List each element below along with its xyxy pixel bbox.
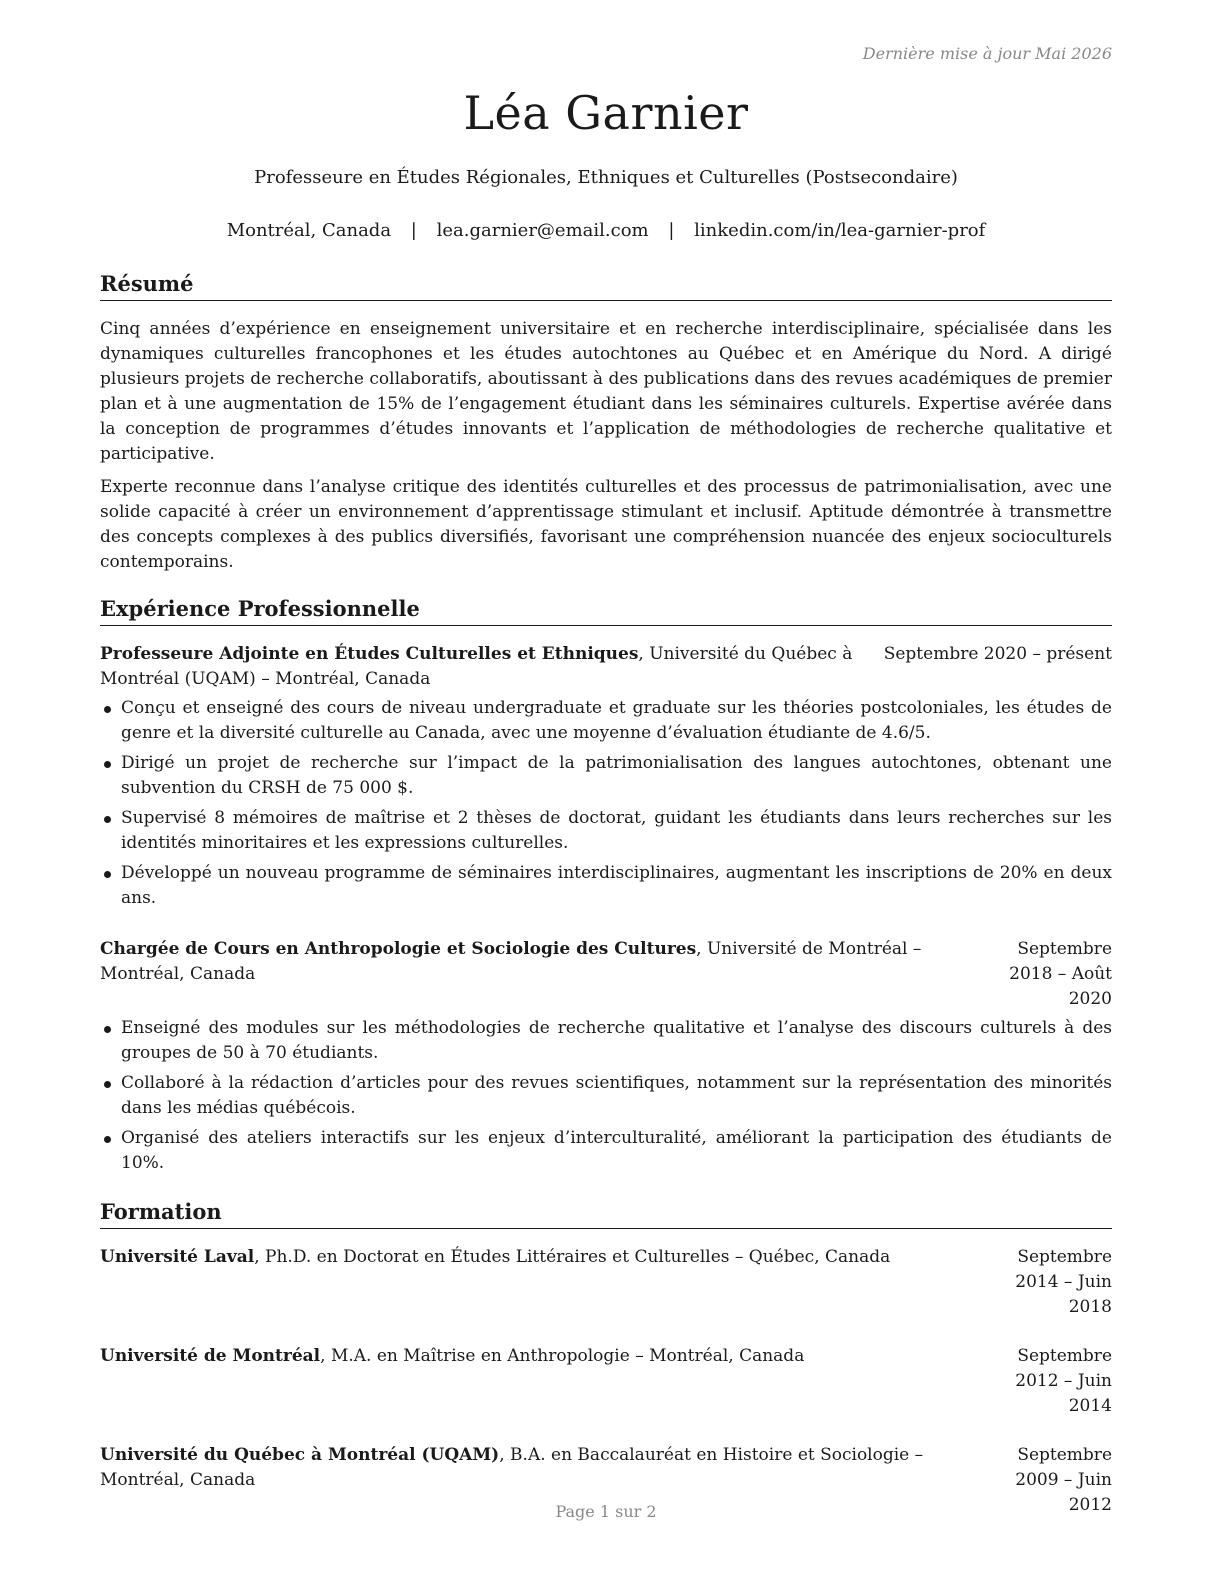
job-entry: [100, 937, 1112, 1176]
job-bullets: [100, 696, 1112, 911]
job-role-org: [100, 937, 972, 1012]
education-dates: Septembre 2012 – Juin 2014: [1015, 1346, 1112, 1416]
job-dates: Septembre 2020 – présent: [883, 644, 1112, 664]
education-detail: , M.A. en Maîtrise en Anthropologie – Montréal, Canada: [320, 1346, 805, 1366]
section-title-education: Formation: [100, 1198, 1112, 1229]
list-item: Organisé des ateliers interactifs sur les enjeux d’interculturalité, améliorant la participation des étudiants de 10%.: [100, 1126, 1112, 1176]
contact-linkedin[interactable]: linkedin.com/in/lea-garnier-prof: [694, 220, 986, 241]
education-dates: Septembre 2014 – Juin 2018: [1015, 1247, 1112, 1317]
job-bullets: [100, 1016, 1112, 1176]
list-item: Dirigé un projet de recherche sur l’impact de la patrimonialisation des langues autochtones, obtenant une subvention du CRSH de 75 000 $.: [100, 751, 1112, 801]
summary-paragraph: Cinq années d’expérience en enseignement universitaire et en recherche interdisciplinaire, spécialisée dans les dynamiques culturelles francophones et les études autochtones au Québec et en Amérique du Nord. A dirigé plusieurs projets de recherche collaboratifs, aboutissant à des publications dans des revues académiques de premier plan et à une augmentation de 15% de l’engagement étudiant dans les séminaires culturels. Expertise avérée dans la conception de programmes d’études innovants et l’application de méthodologies de recherche qualitative et participative.: [100, 319, 1112, 464]
job-role: Chargée de Cours en Anthropologie et Sociologie des Cultures: [100, 939, 697, 959]
job-organization: , Université de Montréal – Montréal, Canada: [100, 939, 922, 984]
resume-content: [100, 270, 1112, 1542]
education-school: Université de Montréal: [100, 1346, 321, 1366]
education-entry: [100, 1344, 1112, 1419]
last-updated: Dernière mise à jour Mai 2026: [862, 44, 1112, 63]
resume-page: [100, 0, 1112, 1584]
list-item: Développé un nouveau programme de séminaires interdisciplinaires, augmentant les inscriptions de 20% en deux ans.: [100, 861, 1112, 911]
job-role: Professeure Adjointe en Études Culturelles et Ethniques: [100, 644, 639, 664]
section-title-experience: Expérience Professionnelle: [100, 595, 1112, 626]
contact-email[interactable]: lea.garnier@email.com: [436, 220, 649, 241]
contact-separator: |: [410, 220, 417, 241]
contact-location: Montréal, Canada: [226, 220, 392, 241]
education-school-detail: [100, 1245, 972, 1320]
page-number: Page 1 sur 2: [555, 1502, 657, 1521]
section-title-summary: Résumé: [100, 270, 1112, 301]
list-item: Supervisé 8 mémoires de maîtrise et 2 thèses de doctorat, guidant les étudiants dans leurs recherches sur les identités minoritaires et les expressions culturelles.: [100, 806, 1112, 856]
education-school: Université du Québec à Montréal (UQAM): [100, 1445, 500, 1465]
summary-paragraph: Experte reconnue dans l’analyse critique des identités culturelles et des processus de patrimonialisation, avec une solide capacité à créer un environnement d’apprentissage stimulant et inclusif. Aptitude démontrée à transmettre des concepts complexes à des publics diversifiés, favorisant une compréhension nuancée des enjeux socioculturels contemporains.: [100, 477, 1112, 572]
education-school-detail: [100, 1344, 972, 1419]
job-organization: , Université du Québec à Montréal (UQAM) – Montréal, Canada: [100, 644, 853, 689]
education-school: Université Laval: [100, 1247, 255, 1267]
job-entry: [100, 642, 1112, 911]
contact-line: [100, 220, 1112, 241]
education-section: [100, 1198, 1112, 1518]
education-detail: , Ph.D. en Doctorat en Études Littéraires et Culturelles – Québec, Canada: [254, 1247, 891, 1267]
education-detail: , B.A. en Baccalauréat en Histoire et Sociologie – Montréal, Canada: [100, 1445, 924, 1490]
professional-title: Professeure en Études Régionales, Ethniques et Culturelles (Postsecondaire): [254, 167, 958, 188]
summary-section: [100, 270, 1112, 575]
education-dates: Septembre 2009 – Juin 2012: [1015, 1445, 1112, 1515]
job-role-org: [100, 642, 884, 692]
education-entry: [100, 1245, 1112, 1320]
job-dates: Septembre 2018 – Août 2020: [1009, 939, 1112, 1009]
list-item: Enseigné des modules sur les méthodologies de recherche qualitative et l’analyse des discours culturels à des groupes de 50 à 70 étudiants.: [100, 1016, 1112, 1066]
list-item: Collaboré à la rédaction d’articles pour des revues scientifiques, notamment sur la représentation des minorités dans les médias québécois.: [100, 1071, 1112, 1121]
person-name: Léa Garnier: [463, 86, 749, 140]
experience-section: [100, 595, 1112, 1176]
job-header: [100, 642, 1112, 692]
job-header: [100, 937, 1112, 1012]
list-item: Conçu et enseigné des cours de niveau undergraduate et graduate sur les théories postcoloniales, les études de genre et la diversité culturelle au Canada, avec une moyenne d’évaluation étudiante de 4.6/5.: [100, 696, 1112, 746]
contact-separator: |: [668, 220, 675, 241]
